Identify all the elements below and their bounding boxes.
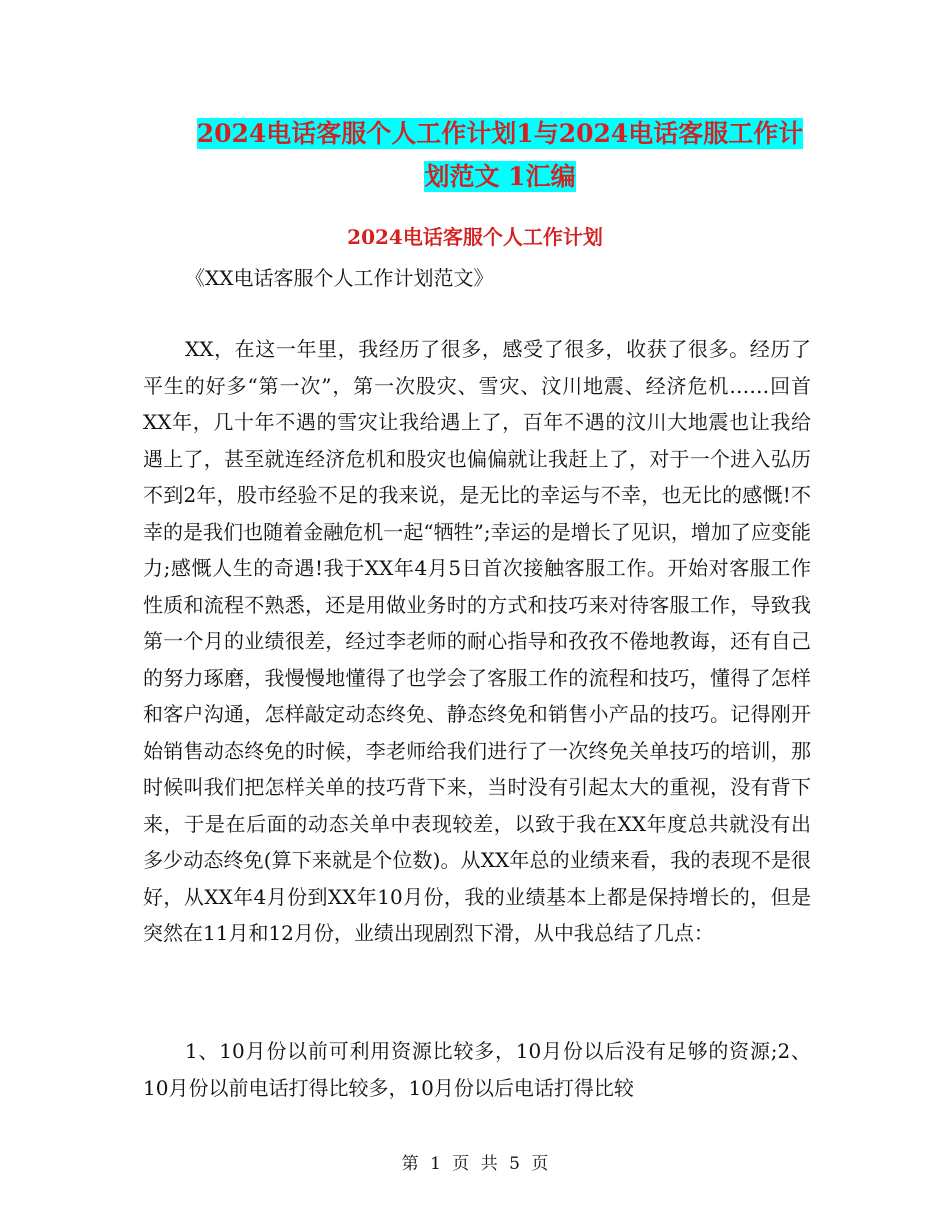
paragraph-1: XX，在这一年里，我经历了很多，感受了很多，收获了很多。经历了平生的好多“第一次”，第一次股灾、雪灾、汶川地震、经济危机……回首XX年，几十年不遇的雪灾让我给遇上了，百年不遇的汶川大地震也让我给遇上了，甚至就连经济危机和股灾也偏偏就让我赶上了，对于一个进入弘历不到2年，股市经验不足的我来说，是无比的幸运与不幸，也无比的感慨!不幸的是我们也随着金融危机一起“牺牲”;幸运的是增长了见识，增加了应变能力;感慨人生的奇遇!我于XX年4月5日首次接触客服工作。开始对客服工作性质和流程不熟悉，还是用做业务时的方式和技巧来对待客服工作，导致我第一个月的业绩很差，经过李老师的耐心指导和孜孜不倦地教诲，还有自己的努力琢磨，我慢慢地懂得了也学会了客服工作的流程和技巧，懂得了怎样和客户沟通，怎样敲定动态终免、静态终免和销售小产品的技巧。记得刚开始销售动态终免的时候，李老师给我们进行了一次终免关单技巧的培训，那时候叫我们把怎样关单的技巧背下来，当时没有引起太大的重视，没有背下来，于是在后面的动态关单中表现较差，以致于我在XX年度总共就没有出多少动态终免(算下来就是个位数)。从XX年总的业绩来看，我的表现不是很好，从XX年4月份到XX年10月份，我的业绩基本上都是保持增长的，但是突然在11月和12月份，业绩出现剧烈下滑，从中我总结了几点： [143,337,811,945]
page-footer: 第 1 页 共 5 页 [401,1154,549,1174]
section-title: 2024电话客服个人工作计划 [347,225,603,249]
subheading: 《XX电话客服个人工作计划范文》 [185,266,494,290]
document-title [150,112,850,198]
title-line-2: 划范文 1汇编 [424,162,576,191]
title-line-1: 2024电话客服个人工作计划1与2024电话客服工作计 [196,119,804,148]
paragraph-2: 1、10月份以前可利用资源比较多，10月份以后没有足够的资源;2、10月份以前电话打得比较多，10月份以后电话打得比较 [143,1039,811,1100]
